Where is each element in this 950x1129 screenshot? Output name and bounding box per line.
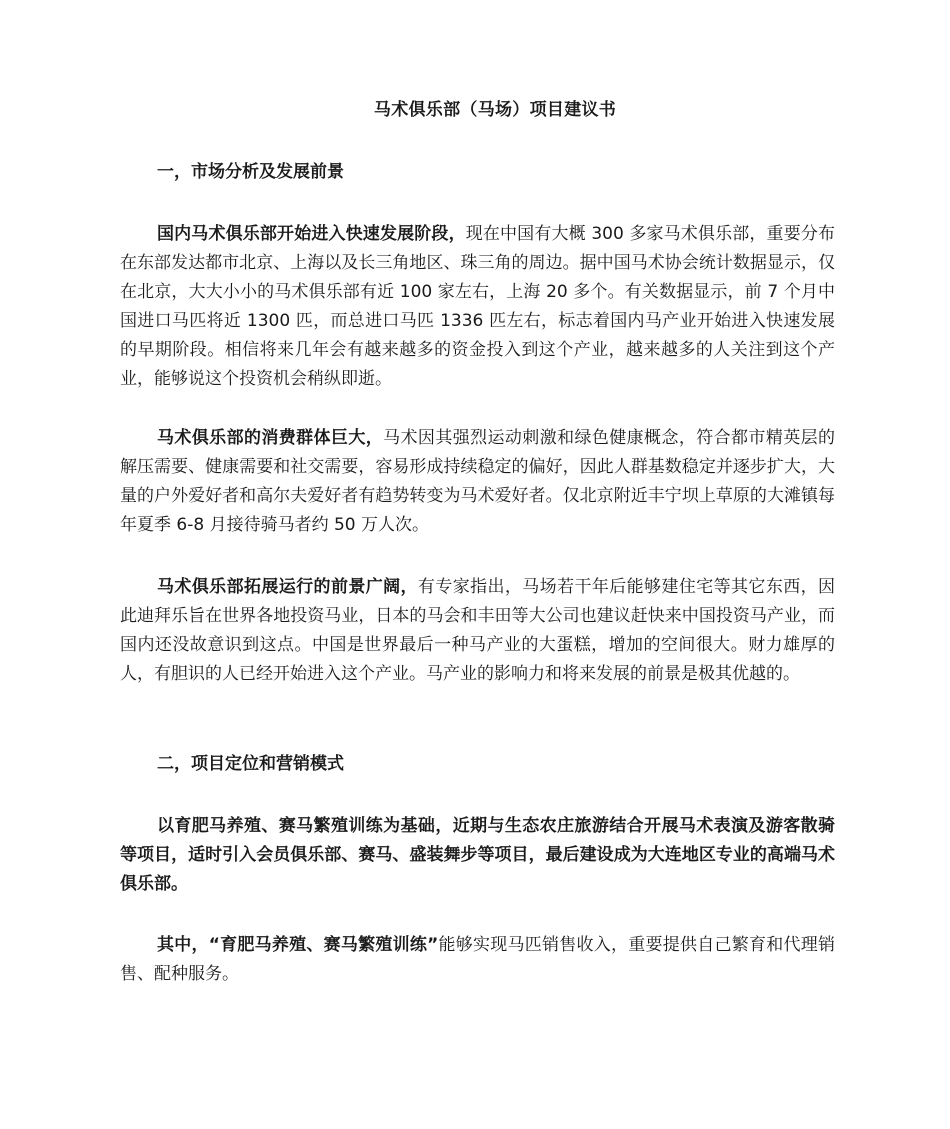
paragraph-body: 现在中国有大概 300 多家马术俱乐部，重要分布在东部发达都市北京、上海以及长三角地区、珠三角的周边。据中国马术协会统计数据显示，仅在北京，大大小小的马术俱乐部有近 100 家左右，上海 20 多个。有关数据显示，前 7 个月中国进口马匹将近 1300 匹，而总进口马匹 1336 匹左右，标志着国内马产业开始进入快速发展的早期阶段。相信将来几年会有越来越多的资金投入到这个产业，越来越多的人关注到这个产业，能够说这个投资机会稍纵即逝。 [120,224,835,389]
section-heading-market-analysis: 一，市场分析及发展前景 [157,162,344,182]
paragraph-breeding-sales [120,931,835,989]
paragraph-lead: 国内马术俱乐部开始进入快速发展阶段， [157,224,466,244]
paragraph-prospects [120,573,835,689]
paragraph-lead: 马术俱乐部拓展运行的前景广阔， [157,577,418,597]
document-title: 马术俱乐部（马场）项目建议书 [373,100,617,120]
paragraph-body: 马术因其强烈运动刺激和绿色健康概念，符合都市精英层的解压需要、健康需要和社交需要，容易形成持续稳定的偏好，因此人群基数稳定并逐步扩大，大量的户外爱好者和高尔夫爱好者有趋势转变为马术爱好者。仅北京附近丰宁坝上草原的大滩镇每年夏季 6-8 月接待骑马者约 50 万人次。 [120,428,836,535]
paragraph-body: 有专家指出，马场若干年后能够建住宅等其它东西，因此迪拜乐旨在世界各地投资马业，日本的马会和丰田等大公司也建议赶快来中国投资马产业，而国内还没故意识到这点。中国是世界最后一种马产业的大蛋糕，增加的空间很大。财力雄厚的人，有胆识的人已经开始进入这个产业。马产业的影响力和将来发展的前景是极其优越的。 [120,577,835,684]
paragraph-lead: 马术俱乐部的消费群体巨大， [157,428,384,448]
paragraph-positioning: 以育肥马养殖、赛马繁殖训练为基础，近期与生态农庄旅游结合开展马术表演及游客散骑等项目，适时引入会员俱乐部、赛马、盛装舞步等项目，最后建设成为大连地区专业的高端马术俱乐部。 [120,816,835,894]
paragraph-consumer-base [120,424,835,540]
paragraph-market-growth [120,220,835,394]
section-heading-positioning: 二，项目定位和营销模式 [157,754,344,774]
paragraph-body: 能够实现马匹销售收入，重要提供自己繁育和代理销售、配种服务。 [120,935,835,984]
paragraph-lead: 其中，“育肥马养殖、赛马繁殖训练” [157,935,439,955]
